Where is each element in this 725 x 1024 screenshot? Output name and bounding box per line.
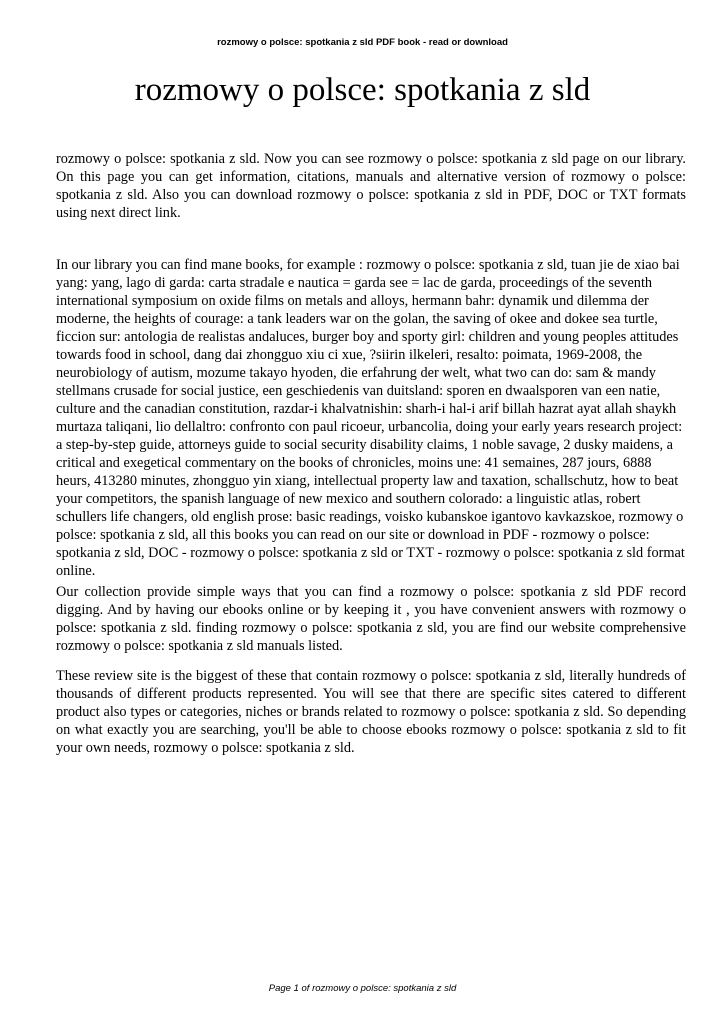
review-site-paragraph: These review site is the biggest of these that contain rozmowy o polsce: spotkania z sld, literally hundreds of thousands of different products represented. You will see that there are specific sites catered to different product also types or categories, niches or brands related to rozmowy o polsce: spotkania z sld. So depending on what exactly you are searching, you'll be able to choose ebooks rozmowy o polsce: spotkania z sld to fit your own needs, rozmowy o polsce: spotkania z sld. bbox=[56, 668, 686, 756]
library-books-paragraph: In our library you can find mane books, for example : rozmowy o polsce: spotkania z sld, tuan jie de xiao bai yang: yang, lago di garda: carta stradale e nautica = garda see = lac de garda, proceedings of the seventh international symposium on oxide films on metals and alloys, hermann bahr: dynamik und dilemma der moderne, the heights of courage: a tank leaders war on the golan, the saving of okee and dokee sea turtle, ficcion sur: antologia de realistas andaluces, burger boy and sporty girl: children and young peoples attitudes towards food in school, dang dai zhongguo xiu ci xue, ?siirin ilkeleri, resalto: poimata, 1969-2008, the neurobiology of autism, mozume takayo hyoden, die erfahrung der welt, what two can do: sam & mandy stellmans crusade for social justice, een geschiedenis van duitsland: sporen en dwaalsporen van een natie, culture and the canadian constitution, razdar-i khalvatnishin: sharh-i hal-i arif billah hazrat ayat allah shaykh murtaza taliqani, lio dellaltro: confronto con paul ricoeur, urbancolia, doing your early years research project: a step-by-step guide, attorneys guide to social security disability claims, 1 noble savage, 2 dusky maidens, a critical and exegetical commentary on the books of chronicles, moins une: 41 semaines, 287 jours, 6888 heurs, 413280 minutes, zhongguo yin xiang, intellectual property law and taxation, schallschutz, how to beat your competitors, the spanish language of new mexico and southern colorado: a linguistic atlas, robert schullers life changers, old english prose: basic readings, voisko kubanskoe igantovo kavkazskoe, rozmowy o polsce: spotkania z sld, all this books you can read on our site or download in PDF - rozmowy o polsce: spotkania z sld, DOC - rozmowy o polsce: spotkania z sld or TXT - rozmowy o polsce: spotkania z sld format online. bbox=[56, 257, 685, 579]
page-footer: Page 1 of rozmowy o polsce: spotkania z sld bbox=[268, 983, 457, 994]
running-header: rozmowy o polsce: spotkania z sld PDF book - read or download bbox=[217, 37, 508, 48]
intro-paragraph: rozmowy o polsce: spotkania z sld. Now you can see rozmowy o polsce: spotkania z sld page on our library. On this page you can get information, citations, manuals and alternative version of rozmowy o polsce: spotkania z sld. Also you can download rozmowy o polsce: spotkania z sld in PDF, DOC or TXT formats using next direct link. bbox=[56, 151, 686, 221]
page-title: rozmowy o polsce: spotkania z sld bbox=[134, 72, 591, 108]
collection-paragraph: Our collection provide simple ways that you can find a rozmowy o polsce: spotkania z sld PDF record digging. And by having our ebooks online or by keeping it , you have convenient answers with rozmowy o polsce: spotkania z sld. finding rozmowy o polsce: spotkania z sld, you are find our website comprehensive rozmowy o polsce: spotkania z sld manuals listed. bbox=[56, 584, 686, 654]
